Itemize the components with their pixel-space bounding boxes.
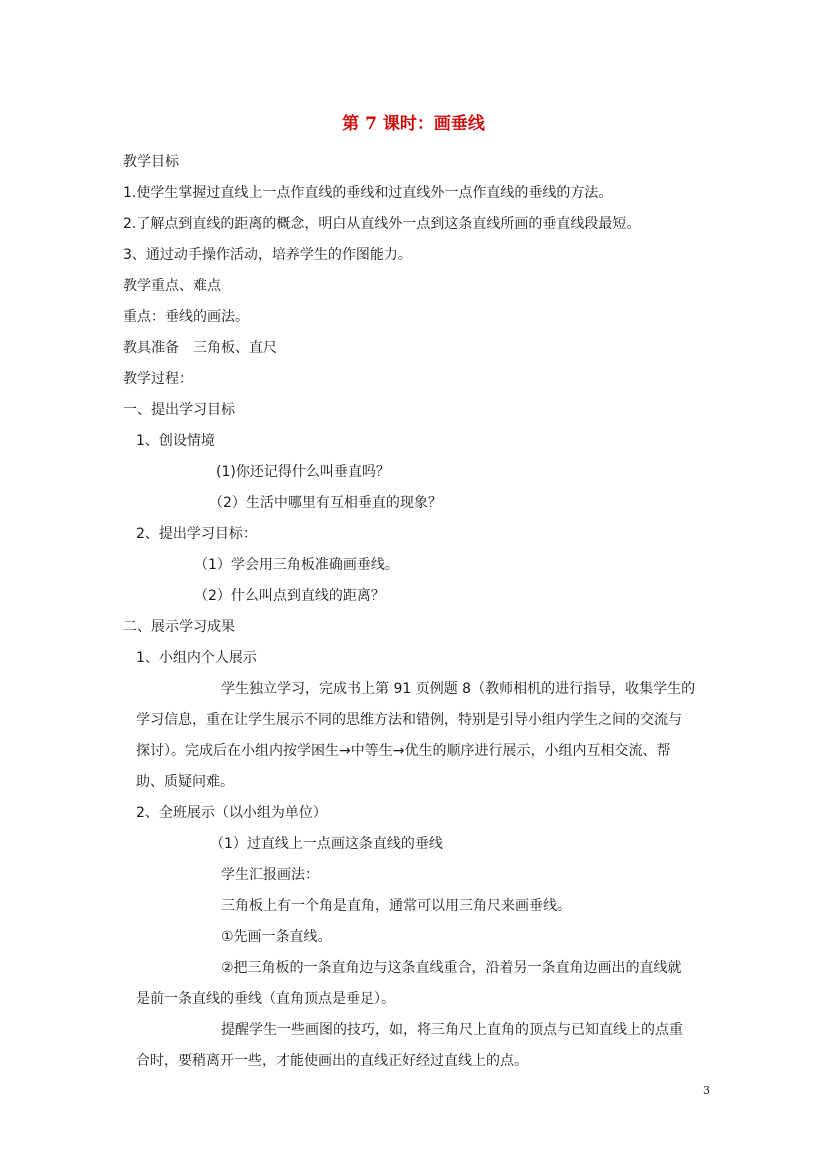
question-1: (1)你还记得什么叫垂直吗？ — [216, 464, 390, 480]
goal-2: 2.了解点到直线的距离的概念，明白从直线外一点到这条直线所画的垂直线段最短。 — [123, 216, 641, 232]
heading-teaching-goals: 教学目标 — [123, 154, 179, 170]
paragraph-line: 学生独立学习，完成书上第 91 页例题 8（教师相机的进行指导，收集学生的 — [221, 681, 696, 697]
method-step-1: ①先画一条直线。 — [221, 929, 332, 945]
subsection-2-1: 1、小组内个人展示 — [136, 650, 257, 666]
goal-3: 3、通过动手操作活动，培养学生的作图能力。 — [123, 247, 412, 263]
paragraph-line: 助、质疑问难。 — [136, 774, 234, 790]
paragraph-line: 探讨）。完成后在小组内按学困生→中等生→优生的顺序进行展示，小组内互相交流、帮 — [136, 743, 671, 759]
heading-key-points: 教学重点、难点 — [123, 278, 221, 294]
section-1-heading: 一、提出学习目标 — [123, 402, 235, 418]
teaching-aids: 教具准备 三角板、直尺 — [123, 340, 277, 356]
key-point: 重点：垂线的画法。 — [123, 309, 249, 325]
method-line: 三角板上有一个角是直角，通常可以用三角尺来画垂线。 — [221, 898, 571, 914]
goal-1: 1.使学生掌握过直线上一点作直线的垂线和过直线外一点作直线的垂线的方法。 — [123, 185, 613, 201]
learning-goal-2: （2）什么叫点到直线的距离？ — [194, 588, 385, 604]
heading-teaching-process: 教学过程： — [123, 371, 193, 387]
subsection-1-1: 1、创设情境 — [136, 433, 215, 449]
step-heading: （1）过直线上一点画这条直线的垂线 — [210, 836, 443, 852]
method-step-2: ②把三角板的一条直角边与这条直线重合，沿着另一条直角边画出的直线就 — [221, 960, 682, 976]
paragraph-line: 学习信息，重在让学生展示不同的思维方法和错例，特别是引导小组内学生之间的交流与 — [136, 712, 682, 728]
learning-goal-1: （1）学会用三角板准确画垂线。 — [194, 557, 399, 573]
question-2: （2）生活中哪里有互相垂直的现象？ — [209, 495, 442, 511]
subsection-1-2: 2、提出学习目标： — [136, 526, 257, 542]
subsection-2-2: 2、全班展示（以小组为单位） — [136, 805, 327, 821]
tip-line: 提醒学生一些画图的技巧，如，将三角尺上直角的顶点与已知直线上的点重 — [221, 1022, 683, 1038]
page-number: 3 — [703, 1084, 710, 1097]
lesson-title: 第 7 课时：画垂线 — [342, 114, 485, 134]
report-method: 学生汇报画法： — [221, 867, 319, 883]
section-2-heading: 二、展示学习成果 — [123, 619, 235, 635]
tip-line-cont: 合时，要稍离开一些，才能使画出的直线正好经过直线上的点。 — [136, 1053, 528, 1069]
method-step-2-cont: 是前一条直线的垂线（直角顶点是垂足）。 — [136, 991, 395, 1007]
